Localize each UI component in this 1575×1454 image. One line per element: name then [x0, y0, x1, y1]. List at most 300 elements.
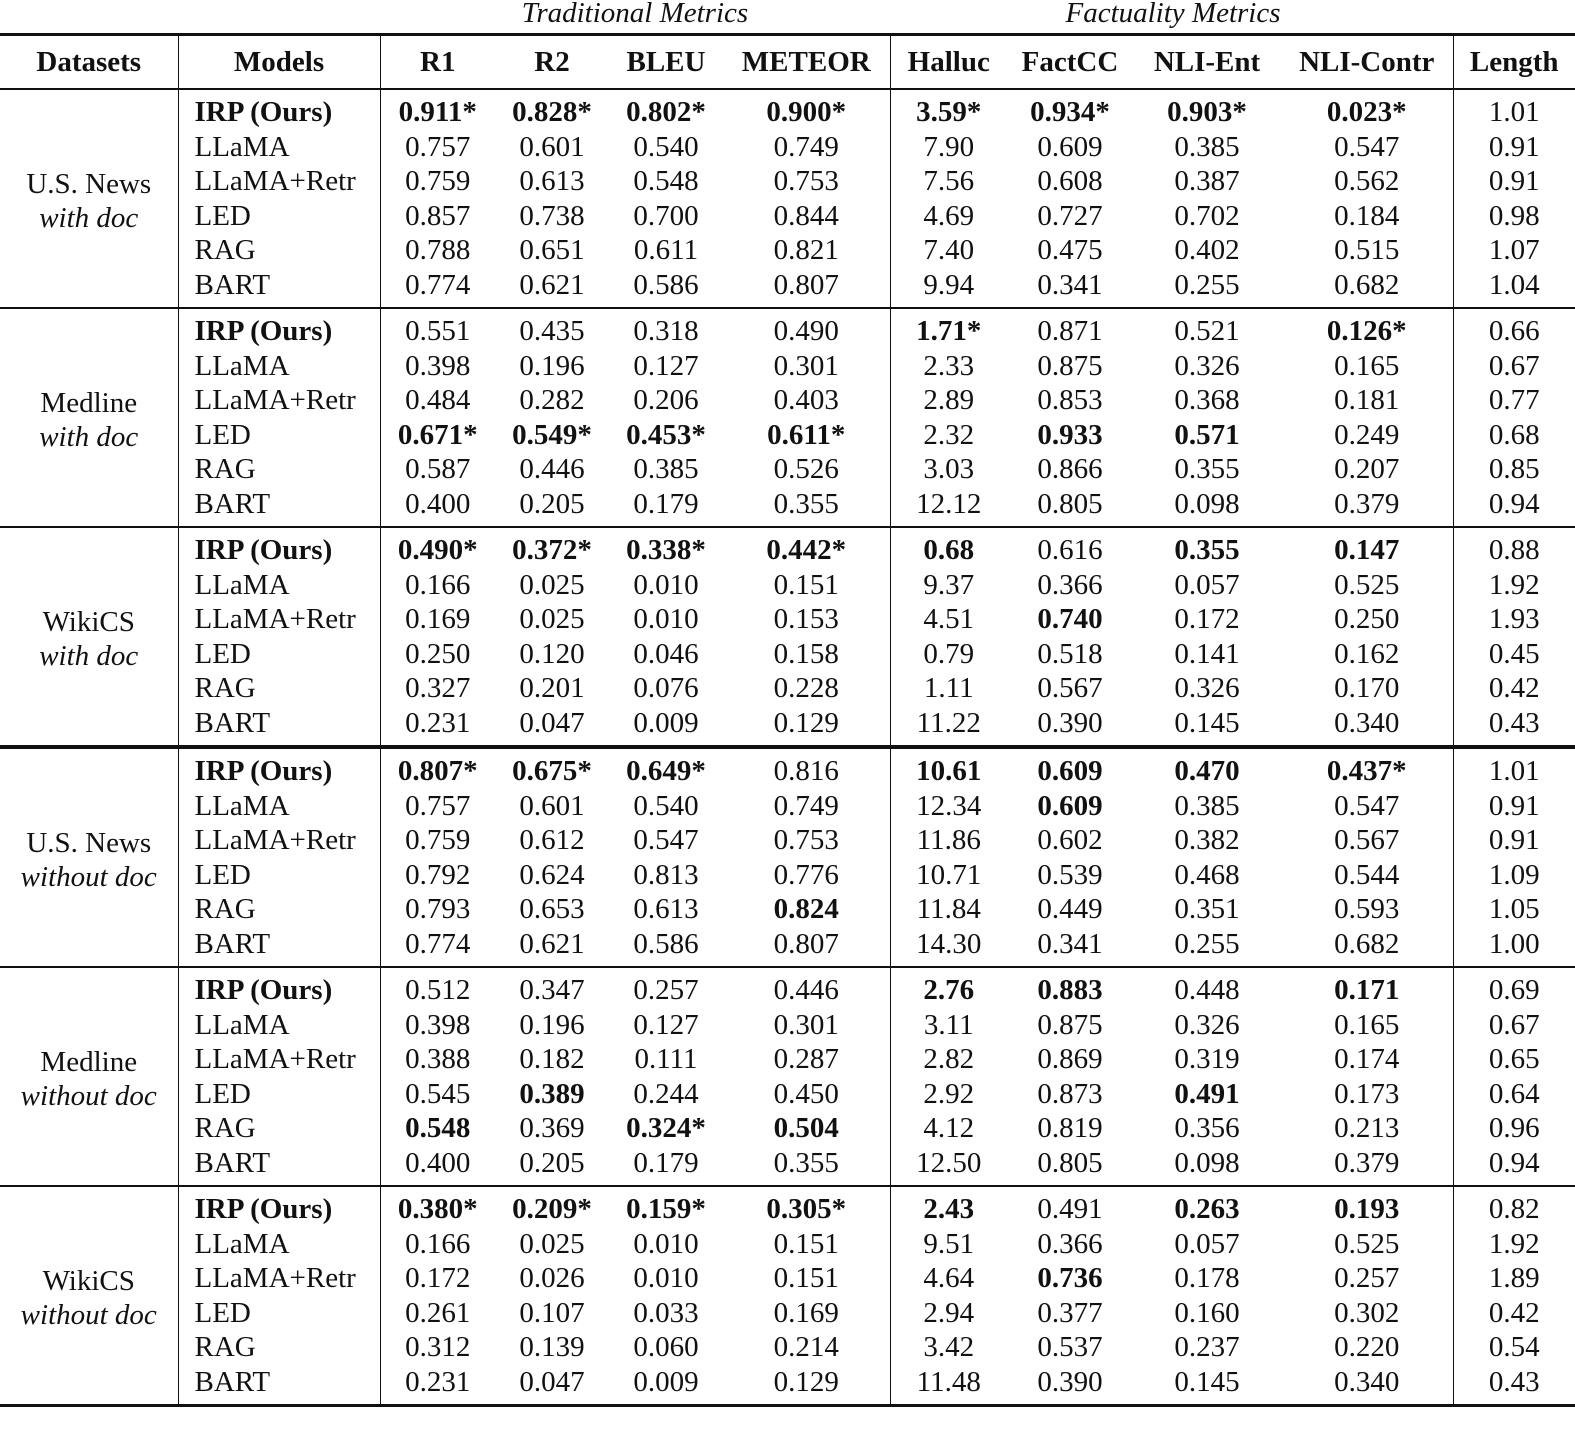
cell-r2: 0.601: [519, 130, 585, 163]
table-row: [0, 452, 1575, 487]
table-row: [0, 1186, 1575, 1227]
cell-meteor: 0.403: [723, 383, 890, 418]
cell-halluc: 7.56: [923, 165, 975, 198]
dataset-name: Medline: [40, 1046, 138, 1078]
table-row: [0, 527, 1575, 568]
cell-meteor: 0.301: [723, 1008, 890, 1043]
cell-nli-ent: 0.402: [1174, 234, 1240, 267]
cell-r1: 0.398: [405, 349, 471, 382]
cell-nli-contr: 0.379: [1281, 487, 1453, 528]
cell-r1: 0.759: [405, 824, 471, 857]
cell-meteor: 0.446: [723, 967, 890, 1008]
cell-nli-ent: 0.237: [1174, 1331, 1240, 1364]
cell-r2: 0.182: [519, 1043, 585, 1076]
cell-halluc: 2.82: [923, 1043, 975, 1076]
cell-r1: 0.551: [380, 308, 495, 349]
cell-halluc: 4.51: [923, 603, 975, 636]
cell-length: 1.92: [1488, 568, 1540, 601]
model-cell: LLaMA+Retr: [178, 1261, 380, 1296]
cell-nli-ent: 0.355: [1174, 453, 1240, 486]
cell-r2: 0.435: [495, 308, 609, 349]
cell-bleu: 0.813: [633, 858, 699, 891]
model-cell: LLaMA: [178, 349, 380, 384]
table-row: [0, 383, 1575, 418]
cell-meteor: 0.844: [723, 199, 890, 234]
cell-nli-ent: 0.178: [1174, 1262, 1240, 1295]
table-row: [0, 1111, 1575, 1146]
col-header-meteor: METEOR: [723, 35, 890, 90]
cell-length: 0.54: [1488, 1331, 1540, 1364]
model-cell: LLaMA: [178, 568, 380, 603]
cell-length: 0.91: [1488, 130, 1540, 163]
model-cell: BART: [178, 706, 380, 748]
cell-bleu: 0.540: [633, 130, 699, 163]
cell-nli-ent: 0.172: [1174, 603, 1240, 636]
cell-bleu: 0.257: [609, 967, 723, 1008]
table-row: [0, 89, 1575, 130]
cell-r1: 0.545: [405, 1077, 471, 1110]
cell-factcc: 0.853: [1037, 384, 1103, 417]
cell-halluc: 11.22: [916, 706, 981, 739]
cell-r1: 0.312: [405, 1331, 471, 1364]
cell-r1: 0.759: [405, 165, 471, 198]
cell-halluc: 2.89: [923, 384, 975, 417]
cell-nli-contr: 0.171: [1281, 967, 1453, 1008]
cell-r2: 0.621: [519, 927, 585, 960]
cell-factcc: 0.736: [1037, 1262, 1103, 1295]
results-table: [0, 33, 1575, 1407]
cell-factcc: 0.609: [1037, 130, 1103, 163]
cell-length: 0.45: [1488, 637, 1540, 670]
cell-halluc: 3.59*: [916, 96, 982, 129]
cell-halluc: 10.61: [890, 747, 1007, 789]
table-row: [0, 789, 1575, 824]
cell-halluc: 3.42: [923, 1331, 975, 1364]
cell-halluc: 3.11: [923, 1008, 974, 1041]
model-cell: BART: [178, 487, 380, 528]
cell-bleu: 0.547: [633, 824, 699, 857]
cell-nli-contr: 0.181: [1281, 383, 1453, 418]
cell-r2: 0.624: [519, 858, 585, 891]
col-header-halluc: Halluc: [890, 35, 1007, 90]
cell-length: 1.89: [1488, 1262, 1540, 1295]
cell-factcc: 0.866: [1037, 453, 1103, 486]
cell-halluc: 2.76: [890, 967, 1007, 1008]
cell-length: 0.69: [1453, 967, 1575, 1008]
cell-halluc: 11.48: [916, 1365, 981, 1398]
cell-nli-ent: 0.491: [1174, 1077, 1240, 1110]
cell-meteor: 0.287: [723, 1042, 890, 1077]
cell-nli-ent: 0.448: [1133, 967, 1281, 1008]
cell-nli-contr: 0.515: [1281, 233, 1453, 268]
cell-nli-contr: 0.682: [1281, 268, 1453, 309]
table-row: [0, 637, 1575, 672]
cell-nli-ent: 0.468: [1174, 858, 1240, 891]
table-row: [0, 602, 1575, 637]
cell-halluc: 10.71: [916, 858, 982, 891]
col-header-factcc: FactCC: [1007, 35, 1133, 90]
cell-nli-ent: 0.903*: [1167, 96, 1247, 129]
cell-halluc: 11.86: [916, 824, 981, 857]
cell-length: 1.93: [1488, 603, 1540, 636]
table-row: [0, 130, 1575, 165]
cell-r1: 0.166: [405, 568, 471, 601]
cell-bleu: 0.009: [633, 1365, 699, 1398]
cell-nli-contr: 0.184: [1281, 199, 1453, 234]
cell-meteor: 0.900*: [723, 89, 890, 130]
cell-r2: 0.613: [519, 165, 585, 198]
cell-nli-contr: 0.207: [1281, 452, 1453, 487]
cell-length: 1.01: [1453, 747, 1575, 789]
cell-nli-contr: 0.173: [1281, 1077, 1453, 1112]
cell-meteor: 0.504: [723, 1111, 890, 1146]
cell-length: 0.64: [1488, 1077, 1540, 1110]
cell-nli-ent: 0.355: [1133, 527, 1281, 568]
dataset-cell: [0, 527, 178, 747]
cell-bleu: 0.033: [633, 1296, 699, 1329]
cell-length: 0.94: [1488, 1146, 1540, 1179]
cell-halluc: 7.40: [923, 234, 975, 267]
cell-halluc: 12.34: [916, 789, 982, 822]
dataset-mode: with doc: [39, 421, 139, 453]
cell-factcc: 0.871: [1007, 308, 1133, 349]
cell-meteor: 0.129: [723, 706, 890, 748]
cell-r2: 0.205: [519, 1146, 585, 1179]
model-cell: LED: [178, 858, 380, 893]
dataset-cell: [0, 1186, 178, 1406]
table-row: [0, 747, 1575, 789]
cell-bleu: 0.700: [633, 199, 699, 232]
cell-meteor: 0.490: [723, 308, 890, 349]
cell-nli-contr: 0.593: [1281, 892, 1453, 927]
cell-halluc: 4.64: [923, 1262, 975, 1295]
cell-nli-ent: 0.057: [1174, 1227, 1240, 1260]
cell-bleu: 0.127: [633, 349, 699, 382]
cell-factcc: 0.341: [1037, 268, 1103, 301]
cell-factcc: 0.491: [1007, 1186, 1133, 1227]
dataset-mode: without doc: [20, 861, 157, 893]
cell-r2: 0.026: [519, 1262, 585, 1295]
cell-factcc: 0.390: [1037, 1365, 1103, 1398]
cell-meteor: 0.753: [723, 823, 890, 858]
cell-halluc: 2.43: [890, 1186, 1007, 1227]
model-cell: LED: [178, 1296, 380, 1331]
cell-bleu: 0.127: [633, 1008, 699, 1041]
cell-r1: 0.857: [405, 199, 471, 232]
cell-r2: 0.675*: [495, 747, 609, 789]
cell-length: 0.94: [1488, 487, 1540, 520]
cell-length: 1.92: [1488, 1227, 1540, 1260]
cell-r2: 0.549*: [512, 418, 592, 451]
header-row: [0, 35, 1575, 90]
cell-length: 0.43: [1488, 1365, 1540, 1398]
cell-halluc: 12.12: [916, 487, 982, 520]
cell-bleu: 0.010: [633, 568, 699, 601]
col-header-length: Length: [1453, 35, 1575, 90]
model-cell: RAG: [178, 1111, 380, 1146]
cell-nli-contr: 0.525: [1281, 1227, 1453, 1262]
model-cell: BART: [178, 1146, 380, 1187]
cell-nli-contr: 0.547: [1281, 130, 1453, 165]
cell-meteor: 0.807: [723, 268, 890, 309]
cell-factcc: 0.608: [1037, 165, 1103, 198]
cell-bleu: 0.802*: [626, 96, 706, 129]
cell-r1: 0.911*: [398, 96, 477, 129]
cell-factcc: 0.366: [1037, 568, 1103, 601]
cell-length: 0.96: [1488, 1112, 1540, 1145]
cell-factcc: 0.377: [1037, 1296, 1103, 1329]
model-cell: IRP (Ours): [178, 527, 380, 568]
cell-length: 0.85: [1488, 453, 1540, 486]
cell-nli-ent: 0.326: [1174, 1008, 1240, 1041]
cell-factcc: 0.609: [1007, 747, 1133, 789]
cell-factcc: 0.366: [1037, 1227, 1103, 1260]
cell-nli-contr: 0.257: [1281, 1261, 1453, 1296]
cell-r2: 0.139: [519, 1331, 585, 1364]
model-cell: RAG: [178, 233, 380, 268]
model-cell: LLaMA+Retr: [178, 602, 380, 637]
cell-factcc: 0.873: [1037, 1077, 1103, 1110]
cell-r1: 0.490*: [380, 527, 495, 568]
cell-r2: 0.196: [519, 349, 585, 382]
cell-nli-contr: 0.220: [1281, 1330, 1453, 1365]
cell-nli-contr: 0.162: [1281, 637, 1453, 672]
cell-bleu: 0.159*: [609, 1186, 723, 1227]
cell-r2: 0.601: [519, 789, 585, 822]
dataset-mode: with doc: [39, 640, 139, 672]
cell-bleu: 0.318: [609, 308, 723, 349]
cell-halluc: 0.68: [890, 527, 1007, 568]
cell-length: 0.43: [1488, 706, 1540, 739]
cell-bleu: 0.611: [633, 234, 699, 267]
cell-length: 0.68: [1488, 418, 1540, 451]
col-header-nli-contr: NLI-Contr: [1281, 35, 1453, 90]
cell-nli-contr: 0.165: [1281, 1008, 1453, 1043]
model-cell: LLaMA: [178, 1227, 380, 1262]
cell-meteor: 0.158: [723, 637, 890, 672]
table-row: [0, 1146, 1575, 1187]
cell-r1: 0.788: [405, 234, 471, 267]
cell-nli-ent: 0.351: [1174, 893, 1240, 926]
cell-r2: 0.738: [519, 199, 585, 232]
cell-meteor: 0.526: [723, 452, 890, 487]
cell-r2: 0.120: [519, 637, 585, 670]
cell-length: 1.01: [1488, 96, 1540, 129]
table-row: [0, 487, 1575, 528]
cell-r1: 0.327: [405, 672, 471, 705]
cell-r1: 0.774: [405, 927, 471, 960]
cell-meteor: 0.776: [723, 858, 890, 893]
dataset-mode: without doc: [20, 1080, 157, 1112]
cell-factcc: 0.567: [1037, 672, 1103, 705]
table-row: [0, 706, 1575, 748]
cell-nli-ent: 0.326: [1174, 672, 1240, 705]
cell-meteor: 0.749: [723, 130, 890, 165]
cell-length: 1.09: [1488, 858, 1540, 891]
cell-nli-ent: 0.356: [1174, 1112, 1240, 1145]
cell-meteor: 0.151: [723, 1227, 890, 1262]
cell-r1: 0.388: [405, 1043, 471, 1076]
cell-r1: 0.484: [405, 384, 471, 417]
model-cell: LED: [178, 199, 380, 234]
dataset-name: Medline: [40, 387, 138, 419]
cell-halluc: 9.37: [923, 568, 975, 601]
cell-meteor: 0.305*: [723, 1186, 890, 1227]
dataset-cell: [0, 747, 178, 967]
cell-halluc: 2.32: [923, 418, 975, 451]
model-cell: LED: [178, 637, 380, 672]
table-row: [0, 233, 1575, 268]
cell-r1: 0.398: [405, 1008, 471, 1041]
cell-r2: 0.107: [519, 1296, 585, 1329]
cell-bleu: 0.453*: [626, 418, 706, 451]
model-cell: LLaMA+Retr: [178, 823, 380, 858]
cell-halluc: 9.51: [923, 1227, 975, 1260]
cell-nli-ent: 0.255: [1174, 268, 1240, 301]
cell-nli-ent: 0.160: [1174, 1296, 1240, 1329]
model-cell: LLaMA: [178, 130, 380, 165]
model-cell: RAG: [178, 452, 380, 487]
cell-nli-ent: 0.470: [1133, 747, 1281, 789]
cell-meteor: 0.151: [723, 568, 890, 603]
cell-nli-contr: 0.174: [1281, 1042, 1453, 1077]
cell-bleu: 0.010: [633, 603, 699, 636]
cell-nli-ent: 0.368: [1174, 384, 1240, 417]
cell-r2: 0.196: [519, 1008, 585, 1041]
cell-r2: 0.369: [519, 1112, 585, 1145]
model-cell: LLaMA+Retr: [178, 1042, 380, 1077]
cell-r2: 0.347: [495, 967, 609, 1008]
cell-r1: 0.231: [405, 706, 471, 739]
cell-r2: 0.446: [519, 453, 585, 486]
model-cell: IRP (Ours): [178, 1186, 380, 1227]
cell-length: 0.65: [1488, 1043, 1540, 1076]
model-cell: LLaMA: [178, 1008, 380, 1043]
cell-r1: 0.400: [405, 487, 471, 520]
cell-r1: 0.671*: [397, 418, 478, 451]
cell-nli-contr: 0.170: [1281, 671, 1453, 706]
cell-r2: 0.205: [519, 487, 585, 520]
cell-halluc: 11.84: [916, 893, 981, 926]
model-cell: LED: [178, 1077, 380, 1112]
cell-r1: 0.380*: [380, 1186, 495, 1227]
table-row: [0, 349, 1575, 384]
cell-halluc: 1.71*: [890, 308, 1007, 349]
table-row: [0, 1008, 1575, 1043]
model-cell: LLaMA+Retr: [178, 164, 380, 199]
cell-meteor: 0.442*: [723, 527, 890, 568]
cell-nli-contr: 0.682: [1281, 927, 1453, 968]
cell-factcc: 0.875: [1037, 1008, 1103, 1041]
cell-r2: 0.653: [519, 893, 585, 926]
cell-halluc: 12.50: [916, 1146, 982, 1179]
cell-r2: 0.651: [519, 234, 585, 267]
cell-bleu: 0.179: [633, 487, 699, 520]
table-row: [0, 568, 1575, 603]
cell-bleu: 0.111: [634, 1043, 698, 1076]
cell-length: 1.00: [1488, 927, 1540, 960]
cell-nli-ent: 0.057: [1174, 568, 1240, 601]
cell-factcc: 0.475: [1037, 234, 1103, 267]
cell-nli-contr: 0.302: [1281, 1296, 1453, 1331]
cell-bleu: 0.010: [633, 1227, 699, 1260]
cell-nli-contr: 0.567: [1281, 823, 1453, 858]
cell-halluc: 3.03: [923, 453, 975, 486]
cell-meteor: 0.807: [723, 927, 890, 968]
cell-factcc: 0.875: [1037, 349, 1103, 382]
cell-nli-ent: 0.521: [1133, 308, 1281, 349]
dataset-name: WikiCS: [42, 606, 135, 638]
cell-nli-contr: 0.379: [1281, 1146, 1453, 1187]
cell-factcc: 0.518: [1037, 637, 1103, 670]
factuality-metrics-header: Factuality Metrics: [1065, 0, 1281, 29]
table-row: [0, 1227, 1575, 1262]
dataset-mode: with doc: [39, 202, 139, 234]
cell-r1: 0.757: [405, 789, 471, 822]
cell-r2: 0.025: [519, 603, 585, 636]
cell-r2: 0.047: [519, 1365, 585, 1398]
cell-halluc: 9.94: [923, 268, 975, 301]
cell-bleu: 0.244: [633, 1077, 699, 1110]
cell-r2: 0.282: [519, 384, 585, 417]
cell-nli-ent: 0.145: [1174, 1365, 1240, 1398]
cell-bleu: 0.206: [633, 384, 699, 417]
cell-factcc: 0.805: [1037, 487, 1103, 520]
cell-meteor: 0.169: [723, 1296, 890, 1331]
cell-nli-contr: 0.525: [1281, 568, 1453, 603]
cell-factcc: 0.539: [1037, 858, 1103, 891]
cell-r2: 0.828*: [512, 96, 592, 129]
table-row: [0, 967, 1575, 1008]
cell-nli-contr: 0.023*: [1281, 89, 1453, 130]
cell-bleu: 0.649*: [609, 747, 723, 789]
table-row: [0, 268, 1575, 309]
cell-meteor: 0.355: [723, 487, 890, 528]
cell-length: 1.07: [1488, 234, 1540, 267]
model-cell: RAG: [178, 671, 380, 706]
cell-factcc: 0.341: [1037, 927, 1103, 960]
dataset-mode: without doc: [20, 1299, 157, 1331]
cell-meteor: 0.753: [723, 164, 890, 199]
cell-nli-ent: 0.387: [1174, 165, 1240, 198]
cell-length: 0.42: [1488, 672, 1540, 705]
cell-factcc: 0.934*: [1030, 96, 1110, 129]
cell-r1: 0.757: [405, 130, 471, 163]
cell-nli-ent: 0.141: [1174, 637, 1240, 670]
table-row: [0, 1042, 1575, 1077]
cell-length: 0.91: [1488, 789, 1540, 822]
cell-factcc: 0.819: [1037, 1112, 1103, 1145]
cell-factcc: 0.537: [1037, 1331, 1103, 1364]
cell-meteor: 0.151: [723, 1261, 890, 1296]
cell-meteor: 0.301: [723, 349, 890, 384]
traditional-metrics-header: Traditional Metrics: [521, 0, 749, 29]
cell-nli-contr: 0.547: [1281, 789, 1453, 824]
cell-r1: 0.172: [405, 1262, 471, 1295]
cell-halluc: 1.11: [923, 672, 974, 705]
cell-r1: 0.250: [405, 637, 471, 670]
cell-factcc: 0.869: [1037, 1043, 1103, 1076]
table-row: [0, 308, 1575, 349]
model-cell: RAG: [178, 1330, 380, 1365]
cell-meteor: 0.611*: [723, 418, 890, 453]
cell-factcc: 0.740: [1037, 603, 1103, 636]
cell-factcc: 0.933: [1037, 418, 1103, 451]
table-row: [0, 1261, 1575, 1296]
cell-meteor: 0.355: [723, 1146, 890, 1187]
cell-nli-contr: 0.249: [1281, 418, 1453, 453]
cell-factcc: 0.602: [1037, 824, 1103, 857]
